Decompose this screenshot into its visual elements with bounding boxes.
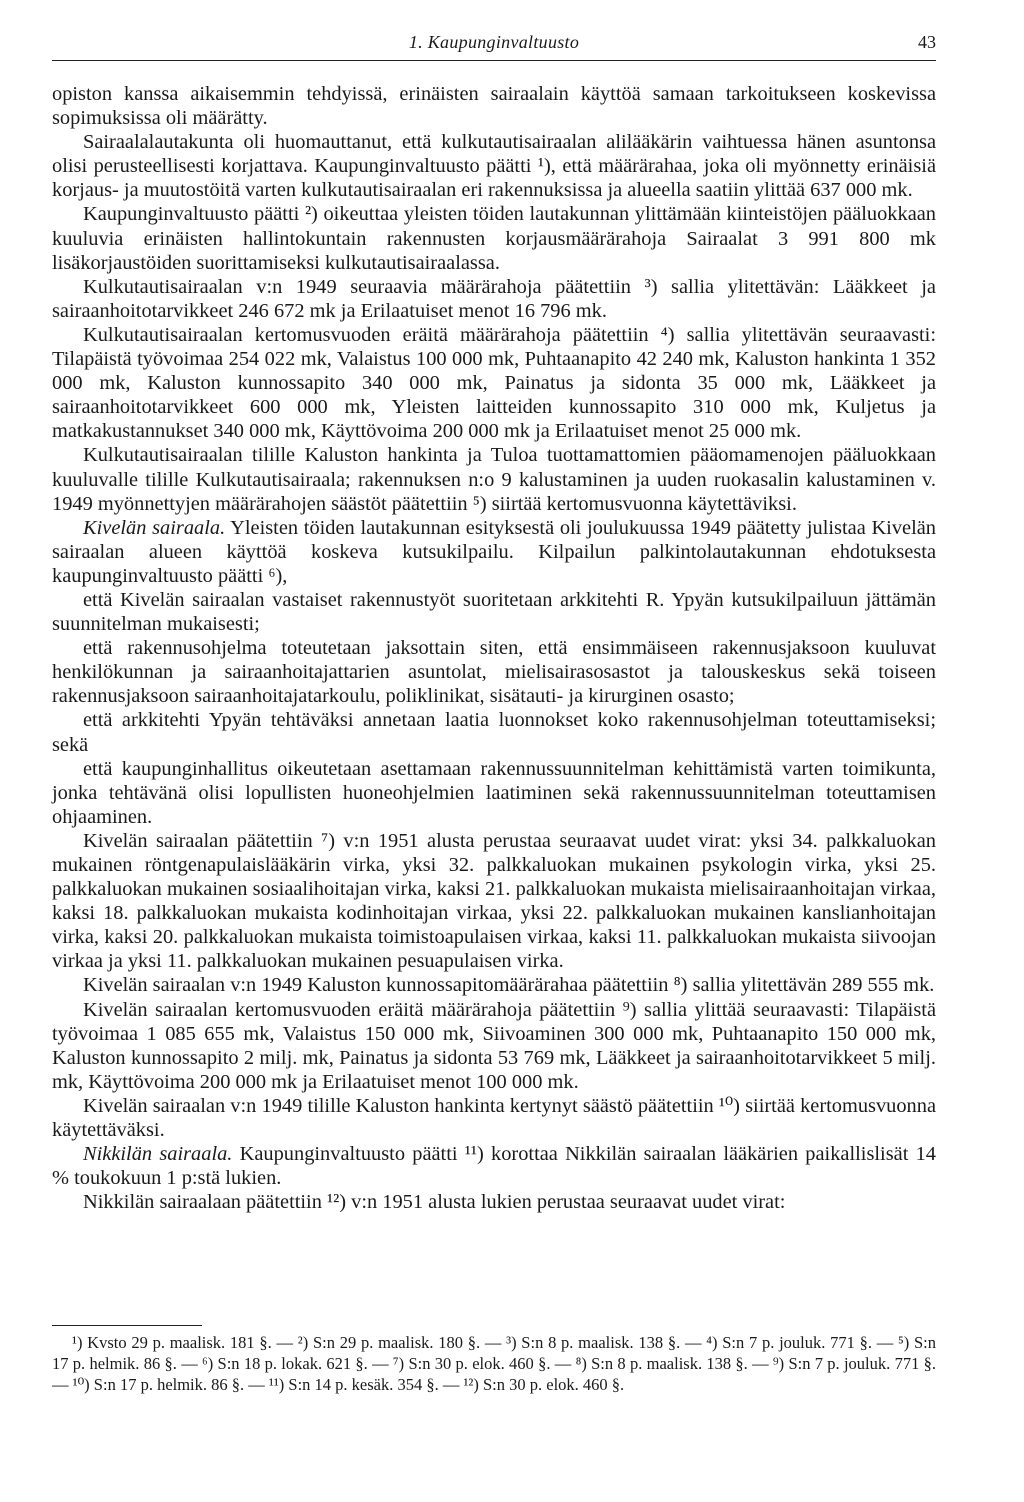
running-header xyxy=(52,32,936,58)
paragraph-text: Yleisten töiden lautakunnan esityksestä oli joulukuussa 1949 päätetty julistaa Kivelän sairaalan alueen käyttöä koskeva kutsukilpailu. Kilpailun palkintolautakunnan ehdotuksesta kaupunginvaltuusto päätti ⁶), xyxy=(52,516,936,587)
footnote-text: ¹) Kvsto 29 p. maalisk. 181 §. — ²) S:n 29 p. maalisk. 180 §. — ³) S:n 8 p. maalisk. 138 §. — ⁴) S:n 7 p. jouluk. 771 §. — ⁵) S:n 17 p. helmik. 86 §. — ⁶) S:n 18 p. lokak. 621 §. — ⁷) S:n 30 p. elok. 460 §. — ⁸) S:n 8 p. maalisk. 138 §. — ⁹) S:n 7 p. jouluk. 771 §. — ¹⁰) S:n 17 p. helmik. 86 §. — ¹¹) S:n 14 p. kesäk. 354 §. — ¹²) S:n 30 p. elok. 460 §. xyxy=(52,1333,936,1394)
paragraph: että rakennusohjelma toteutetaan jaksottain siten, että ensimmäiseen rakennusjaksoon kuuluvat henkilökunnan ja sairaanhoitajattarien asuntolat, mielisairasosastot ja talouskeskus sekä toiseen rakennusjaksoon sairaanhoitajatarkoulu, poliklinikat, sisätauti- ja kirurginen osasto; xyxy=(52,637,936,708)
paragraph-text: Kaupunginvaltuusto päätti ¹¹) korottaa Nikkilän sairaalan lääkärien paikallislisät 14 % toukokuun 1 p:stä lukien. xyxy=(52,1143,936,1190)
paragraph-nikkila xyxy=(52,1142,936,1190)
section-heading-kivela: Kivelän sairaala. xyxy=(83,516,226,539)
running-title: 1. Kaupunginvaltuusto xyxy=(408,32,580,52)
paragraph: Nikkilän sairaalaan päätettiin ¹²) v:n 1951 alusta lukien perustaa seuraavat uudet virat: xyxy=(83,1191,786,1214)
body-text xyxy=(52,82,936,1214)
paragraph: Kulkutautisairaalan tilille Kaluston hankinta ja Tuloa tuottamattomien pääomamenojen pääluokkaan kuuluvalle tilille Kulkutautisairaala; rakennuksen n:o 9 kalustaminen ja uuden ruokasalin kalustaminen v. 1949 myönnettyjen määrärahojen säästöt päätettiin ⁵) siirtää kertomusvuonna käytettäviksi. xyxy=(52,444,936,515)
paragraph: Kivelän sairaalan kertomusvuoden eräitä määrärahoja päätettiin ⁹) sallia ylittää seuraavasti: Tilapäistä työvoimaa 1 085 655 mk, Valaistus 150 000 mk, Siivoaminen 300 000 mk, Puhtaanapito 150 000 mk, Kaluston kunnossapito 2 milj. mk, Painatus ja sidonta 53 769 mk, Lääkkeet ja sairaanhoitotarvikkeet 5 milj. mk, Käyttövoima 200 000 mk ja Erilaatuiset menot 100 000 mk. xyxy=(52,998,936,1093)
footnote-rule xyxy=(52,1325,202,1326)
paragraph: Sairaalalautakunta oli huomauttanut, että kulkutautisairaalan alilääkärin vaihtuessa hänen asuntonsa olisi perusteellisesti korjattava. Kaupunginvaltuusto päätti ¹), että määrärahaa, joka oli myönnetty erinäisiä korjaus- ja muutostöitä varten kulkutautisairaalan eri rakennuksissa ja alueella saatiin ylittää 637 000 mk. xyxy=(52,131,936,202)
paragraph: opiston kanssa aikaisemmin tehdyissä, erinäisten sairaalain käyttöä samaan tarkoitukseen koskevissa sopimuksissa oli määrätty. xyxy=(52,83,936,130)
paragraph: Kaupunginvaltuusto päätti ²) oikeuttaa yleisten töiden lautakunnan ylittämään kiinteistöjen pääluokkaan kuuluvia erinäisten hallintokuntain rakennusten korjausmäärärahoja Sairaalat 3 991 800 mk lisäkorjaustöiden suorittamiseksi kulkutautisairaalassa. xyxy=(52,203,936,274)
page-number: 43 xyxy=(918,32,936,52)
paragraph: Kivelän sairaalan päätettiin ⁷) v:n 1951 alusta perustaa seuraavat uudet virat: yksi 34. palkkaluokan mukainen röntgenapulaislääkärin virka, yksi 32. palkkaluokan mukainen psykologin virka, yksi 25. palkkaluokan mukainen sosiaalihoitajan virka, kaksi 21. palkkaluokan mukaista mielisairaanhoitajan virkaa, kaksi 18. palkkaluokan mukaista kodinhoitajan virkaa, yksi 22. palkkaluokan mukainen kanslianhoitajan virka, kaksi 20. palkkaluokan mukaista toimistoapulaisen virkaa, kaksi 11. palkkaluokan mukaista siivoojan virkaa ja yksi 11. palkkaluokan mukainen pesuapulaisen virka. xyxy=(52,829,936,973)
paragraph: Kulkutautisairaalan kertomusvuoden eräitä määrärahoja päätettiin ⁴) sallia ylitettävän seuraavasti: Tilapäistä työvoimaa 254 022 mk, Valaistus 100 000 mk, Puhtaanapito 42 240 mk, Kaluston hankinta 1 352 000 mk, Kaluston kunnossapito 340 000 mk, Painatus ja sidonta 35 000 mk, Lääkkeet ja sairaanhoitotarvikkeet 600 000 mk, Yleisten laitteiden kunnossapito 310 000 mk, Kuljetus ja matkakustannukset 340 000 mk, Käyttövoima 200 000 mk ja Erilaatuiset menot 25 000 mk. xyxy=(52,323,936,443)
paragraph: että arkkitehti Ypyän tehtäväksi annetaan laatia luonnokset koko rakennusohjelman toteuttamiseksi; sekä xyxy=(52,709,936,756)
paragraph: Kivelän sairaalan v:n 1949 tilille Kaluston hankinta kertynyt säästö päätettiin ¹⁰) siirtää kertomusvuonna käytettäväksi. xyxy=(52,1094,936,1142)
section-heading-nikkila: Nikkilän sairaala. xyxy=(83,1143,233,1166)
paragraph: Kulkutautisairaalan v:n 1949 seuraavia määrärahoja päätettiin ³) sallia ylitettävän: Lääkkeet ja sairaanhoitotarvikkeet 246 672 mk ja Erilaatuiset menot 16 796 mk. xyxy=(52,275,936,322)
paragraph: että Kivelän sairaalan vastaiset rakennustyöt suoritetaan arkkitehti R. Ypyän kutsukilpailuun jättämän suunnitelman mukaisesti; xyxy=(52,588,936,636)
paragraph: Kivelän sairaalan v:n 1949 Kaluston kunnossapitomäärärahaa päätettiin ⁸) sallia ylitettävän 289 555 mk. xyxy=(83,974,935,997)
paragraph-kivela xyxy=(52,516,936,588)
header-rule xyxy=(52,60,936,61)
footnotes xyxy=(52,1332,936,1395)
paragraph: että kaupunginhallitus oikeutetaan asettamaan rakennussuunnitelman kehittämistä varten toimikunta, jonka tehtävänä olisi lopullisten huoneohjelmien laatiminen sekä rakennussuunnitelman toteuttamisen ohjaaminen. xyxy=(52,757,936,828)
